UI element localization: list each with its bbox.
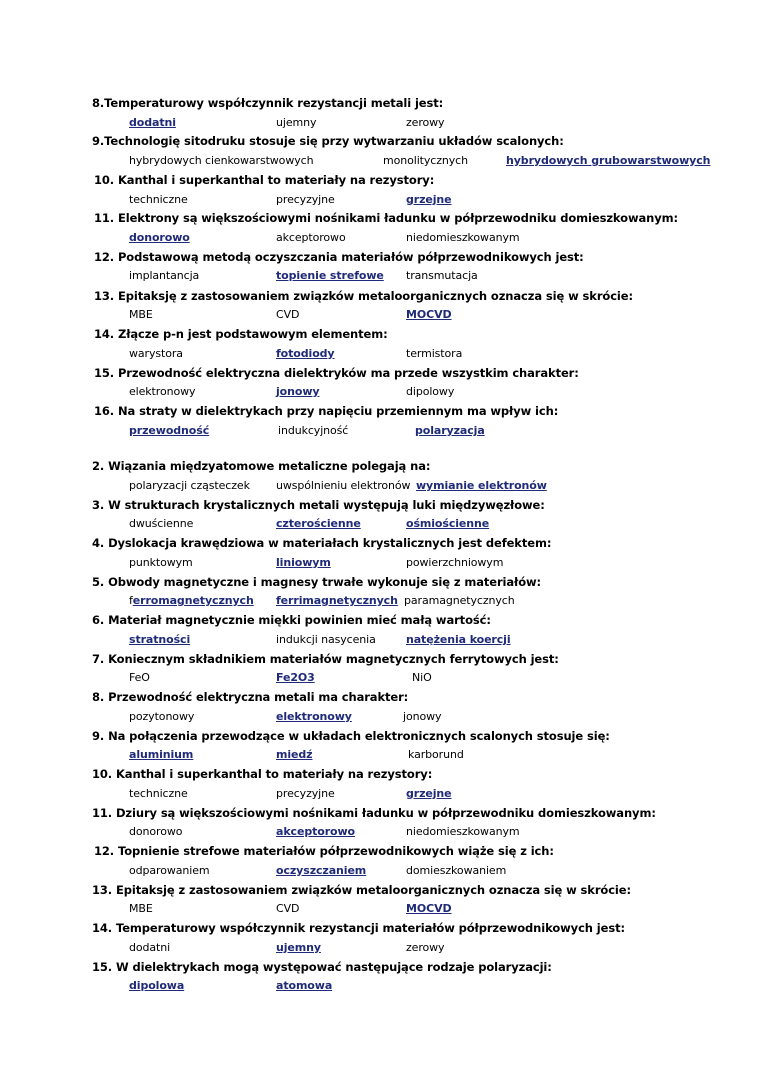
answer-option: implantancja: [129, 269, 200, 282]
answer-option-correct: fotodiody: [276, 347, 335, 360]
answer-option-correct: donorowo: [129, 231, 190, 244]
answer-option-correct: grzejne: [406, 787, 452, 800]
question-4: 4. Dyslokacja krawędziowa w materiałach krystalicznych jest defektem:: [92, 536, 552, 550]
answer-option: dwuścienne: [129, 517, 194, 530]
question-2: 2. Wiązania międzyatomowe metaliczne polegają na:: [92, 459, 431, 473]
answer-option-correct: atomowa: [276, 979, 333, 992]
question-13b: 13. Epitaksję z zastosowaniem związków metaloorganicznych oznacza się w skrócie:: [92, 883, 631, 897]
answer-option: odparowaniem: [129, 864, 210, 877]
question-15: 15. Przewodność elektryczna dielektryków ma przede wszystkim charakter:: [94, 366, 579, 380]
answer-option: CVD: [276, 902, 300, 915]
question-8: 8.Temperaturowy współczynnik rezystancji metali jest:: [92, 96, 444, 110]
question-7: 7. Koniecznym składnikiem materiałów magnetycznych ferrytowych jest:: [92, 652, 559, 666]
answer-option-correct: wymianie elektronów: [416, 479, 547, 492]
answer-option: techniczne: [129, 787, 188, 800]
answer-option: pozytonowy: [129, 710, 195, 723]
answer-option-correct: oczyszczaniem: [276, 864, 367, 877]
answer-option-correct: przewodność: [129, 424, 210, 437]
answer-option: donorowo: [129, 825, 183, 838]
answer-option-correct: [129, 594, 254, 607]
answer-option: powierzchniowym: [406, 556, 504, 569]
answer-option: niedomieszkowanym: [406, 231, 520, 244]
answer-option-correct: polaryzacja: [415, 424, 485, 437]
answer-option-correct: dodatni: [129, 116, 176, 129]
answer-option-correct: miedź: [276, 748, 313, 761]
answer-option: dipolowy: [406, 385, 455, 398]
question-10b: 10. Kanthal i superkanthal to materiały na rezystory:: [92, 767, 433, 781]
answer-option: dodatni: [129, 941, 171, 954]
answer-option-correct: MOCVD: [406, 308, 452, 321]
answer-option: zerowy: [406, 941, 445, 954]
question-3: 3. W strukturach krystalicznych metali występują luki międzywęzłowe:: [92, 498, 545, 512]
answer-option: jonowy: [403, 710, 442, 723]
question-16: 16. Na straty w dielektrykach przy napięciu przemiennym ma wpływ ich:: [94, 404, 559, 418]
answer-option: akceptorowo: [276, 231, 346, 244]
answer-option-correct: akceptorowo: [276, 825, 356, 838]
answer-option-correct: topienie strefowe: [276, 269, 384, 282]
question-12: 12. Podstawową metodą oczyszczania materiałów półprzewodnikowych jest:: [94, 250, 584, 264]
answer-option: transmutacja: [406, 269, 478, 282]
answer-option: zerowy: [406, 116, 445, 129]
answer-option: MBE: [129, 308, 153, 321]
answer-option: techniczne: [129, 193, 188, 206]
answer-option: karborund: [408, 748, 464, 761]
question-15b: 15. W dielektrykach mogą występować następujące rodzaje polaryzacji:: [92, 960, 552, 974]
answer-option: termistora: [406, 347, 463, 360]
question-6: 6. Materiał magnetycznie miękki powinien mieć małą wartość:: [92, 613, 491, 627]
question-9b: 9. Na połączenia przewodzące w układach elektronicznych scalonych stosuje się:: [92, 729, 610, 743]
answer-option-correct: grzejne: [406, 193, 452, 206]
answer-option-correct: ośmiościenne: [406, 517, 490, 530]
answer-option: hybrydowych cienkowarstwowych: [129, 154, 314, 167]
answer-option-correct: natężenia koercji: [406, 633, 511, 646]
answer-option-correct: aluminium: [129, 748, 194, 761]
answer-option-correct: elektronowy: [276, 710, 352, 723]
answer-option: domieszkowaniem: [406, 864, 507, 877]
answer-option-correct: dipolowa: [129, 979, 185, 992]
question-11: 11. Elektrony są większościowymi nośnikami ładunku w półprzewodniku domieszkowanym:: [94, 211, 678, 225]
answer-option-prefix: f: [129, 594, 133, 607]
answer-option: indukcyjność: [278, 424, 349, 437]
question-13: 13. Epitaksję z zastosowaniem związków metaloorganicznych oznacza się w skrócie:: [94, 289, 633, 303]
answer-option: MBE: [129, 902, 153, 915]
answer-option-correct: ujemny: [276, 941, 321, 954]
answer-option: uwspólnieniu elektronów: [276, 479, 411, 492]
question-11b: 11. Dziury są większościowymi nośnikami ładunku w półprzewodniku domieszkowanym:: [92, 806, 656, 820]
answer-option-correct: czterościenne: [276, 517, 361, 530]
answer-option-correct: hybrydowych grubowarstwowych: [506, 154, 711, 167]
answer-option-correct: MOCVD: [406, 902, 452, 915]
question-9: 9.Technologię sitodruku stosuje się przy wytwarzaniu układów scalonych:: [92, 134, 564, 148]
answer-option: ujemny: [276, 116, 317, 129]
answer-option: NiO: [412, 671, 432, 684]
question-10: 10. Kanthal i superkanthal to materiały na rezystory:: [94, 173, 435, 187]
question-14: 14. Złącze p-n jest podstawowym elementem:: [94, 327, 388, 341]
answer-option-correct: liniowym: [276, 556, 331, 569]
answer-option: punktowym: [129, 556, 193, 569]
answer-option-correct: ferrimagnetycznych: [276, 594, 398, 607]
answer-option: warystora: [129, 347, 183, 360]
answer-option: precyzyjne: [276, 787, 335, 800]
question-14b: 14. Temperaturowy współczynnik rezystancji materiałów półprzewodnikowych jest:: [92, 921, 625, 935]
question-12b: 12. Topnienie strefowe materiałów półprzewodnikowych wiąże się z ich:: [94, 844, 554, 858]
answer-option: paramagnetycznych: [404, 594, 515, 607]
answer-option: CVD: [276, 308, 300, 321]
answer-option-correct: stratności: [129, 633, 191, 646]
question-5: 5. Obwody magnetyczne i magnesy trwałe wykonuje się z materiałów:: [92, 575, 542, 589]
answer-option-correct: jonowy: [276, 385, 320, 398]
answer-option: precyzyjne: [276, 193, 335, 206]
answer-option-suffix: erromagnetycznych: [132, 594, 254, 607]
answer-option-correct: Fe2O3: [276, 671, 315, 684]
answer-option: monolitycznych: [383, 154, 469, 167]
answer-option: FeO: [129, 671, 150, 684]
answer-option: niedomieszkowanym: [406, 825, 520, 838]
answer-option: polaryzacji cząsteczek: [129, 479, 250, 492]
answer-option: indukcji nasycenia: [276, 633, 376, 646]
question-8b: 8. Przewodność elektryczna metali ma charakter:: [92, 690, 409, 704]
answer-option: elektronowy: [129, 385, 196, 398]
